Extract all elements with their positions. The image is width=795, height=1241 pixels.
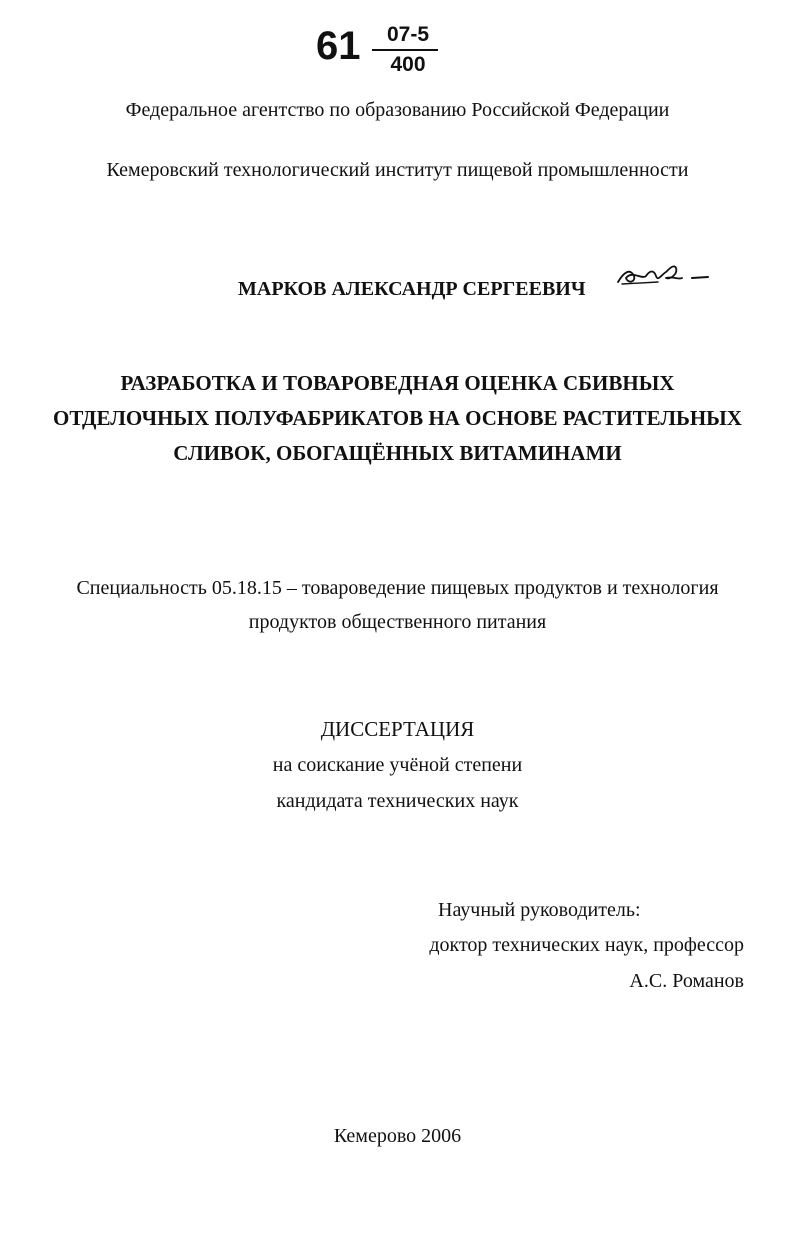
institute-line: Кемеровский технологический институт пищевой промышленности [106,159,689,181]
registry-code-fraction-bar [372,49,438,51]
thesis-title-line-2: ОТДЕЛОЧНЫХ ПОЛУФАБРИКАТОВ НА ОСНОВЕ РАСТИТЕЛЬНЫХ [53,406,742,430]
dissertation-degree-line-2: кандидата технических наук [276,790,519,812]
supervisor-degree: доктор технических наук, профессор [429,934,744,956]
specialty-line-1: Специальность 05.18.15 – товароведение пищевых продуктов и технология [76,577,719,599]
author-name: МАРКОВ АЛЕКСАНДР СЕРГЕЕВИЧ [238,278,586,300]
dissertation-degree-line-1: на соискание учёной степени [272,754,523,776]
thesis-title-line-3: СЛИВОК, ОБОГАЩЁННЫХ ВИТАМИНАМИ [173,441,622,465]
registry-code-numerator: 07-5 [386,23,430,46]
agency-line: Федеральное агентство по образованию Российской Федерации [125,99,670,121]
supervisor-name: А.С. Романов [629,970,744,992]
handwritten-signature-icon [612,258,712,292]
city-year: Кемерово 2006 [333,1125,462,1147]
specialty-line-2: продуктов общественного питания [248,611,547,633]
thesis-title-line-1: РАЗРАБОТКА И ТОВАРОВЕДНАЯ ОЦЕНКА СБИВНЫХ [120,371,675,395]
registry-code-denominator: 400 [390,53,426,76]
dissertation-heading: ДИССЕРТАЦИЯ [320,717,475,741]
supervisor-label: Научный руководитель: [438,899,641,921]
registry-code-number: 61 [316,24,361,68]
